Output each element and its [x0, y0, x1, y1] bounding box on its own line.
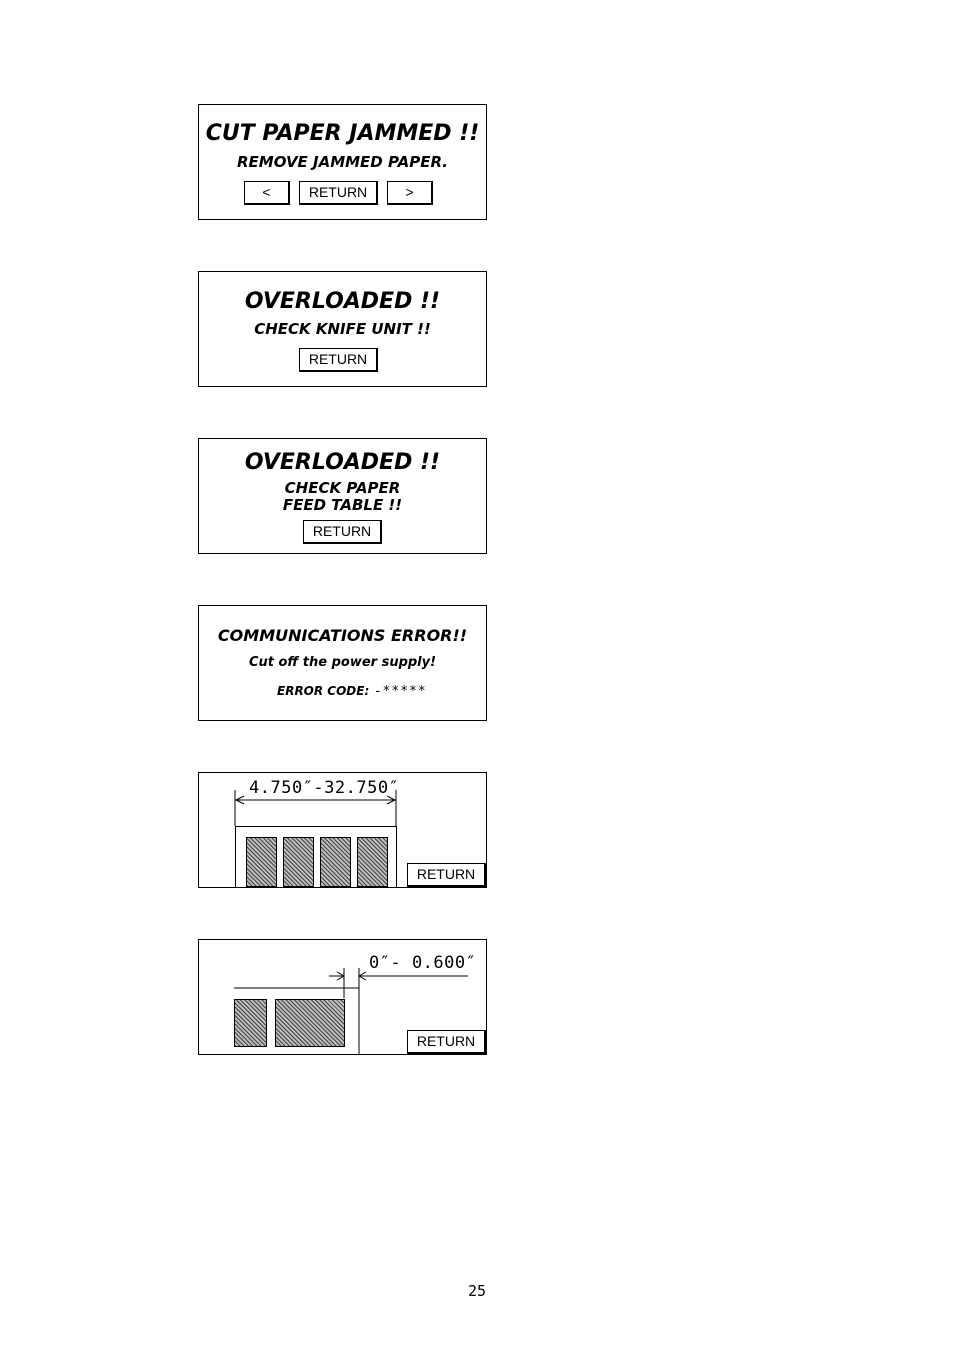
- next-button[interactable]: >: [387, 181, 433, 205]
- paper-sheet-4: [357, 837, 388, 887]
- width-range-panel: [198, 772, 487, 888]
- error-code-value: -*****: [373, 684, 427, 699]
- panel-title: COMMUNICATIONS ERROR!!: [217, 626, 468, 645]
- gap-range-panel: [198, 939, 487, 1055]
- panel-title: OVERLOADED !!: [244, 450, 441, 475]
- return-button[interactable]: RETURN: [407, 863, 486, 887]
- return-button[interactable]: RETURN: [299, 348, 378, 372]
- panel-message-line-1: CHECK PAPER: [284, 479, 401, 497]
- panel-message-line-2: FEED TABLE !!: [282, 496, 403, 514]
- paper-sheet-3: [320, 837, 351, 887]
- cut-paper-jammed-panel: [198, 104, 487, 220]
- paper-block-right: [275, 999, 345, 1047]
- previous-button[interactable]: <: [244, 181, 290, 205]
- paper-block-left: [234, 999, 267, 1047]
- panel-message: REMOVE JAMMED PAPER.: [237, 153, 448, 171]
- paper-sheet-1: [246, 837, 277, 887]
- communications-error-panel: [198, 605, 487, 721]
- page-number: 25: [467, 1282, 487, 1300]
- return-button[interactable]: RETURN: [407, 1030, 486, 1054]
- panel-message: Cut off the power supply!: [248, 655, 437, 670]
- paper-sheet-2: [283, 837, 314, 887]
- error-code-label: ERROR CODE:: [277, 684, 370, 698]
- panel-title: CUT PAPER JAMMED !!: [205, 121, 480, 146]
- overloaded-feed-table-panel: [198, 438, 487, 554]
- return-button[interactable]: RETURN: [299, 181, 378, 205]
- overloaded-knife-panel: [198, 271, 487, 387]
- panel-message: CHECK KNIFE UNIT !!: [254, 320, 431, 338]
- panel-title: OVERLOADED !!: [244, 289, 441, 314]
- width-range-label: 4.750″-32.750″: [249, 778, 400, 798]
- error-code-row: [277, 682, 427, 700]
- gap-range-label: 0″- 0.600″: [369, 953, 477, 973]
- return-button[interactable]: RETURN: [303, 520, 382, 544]
